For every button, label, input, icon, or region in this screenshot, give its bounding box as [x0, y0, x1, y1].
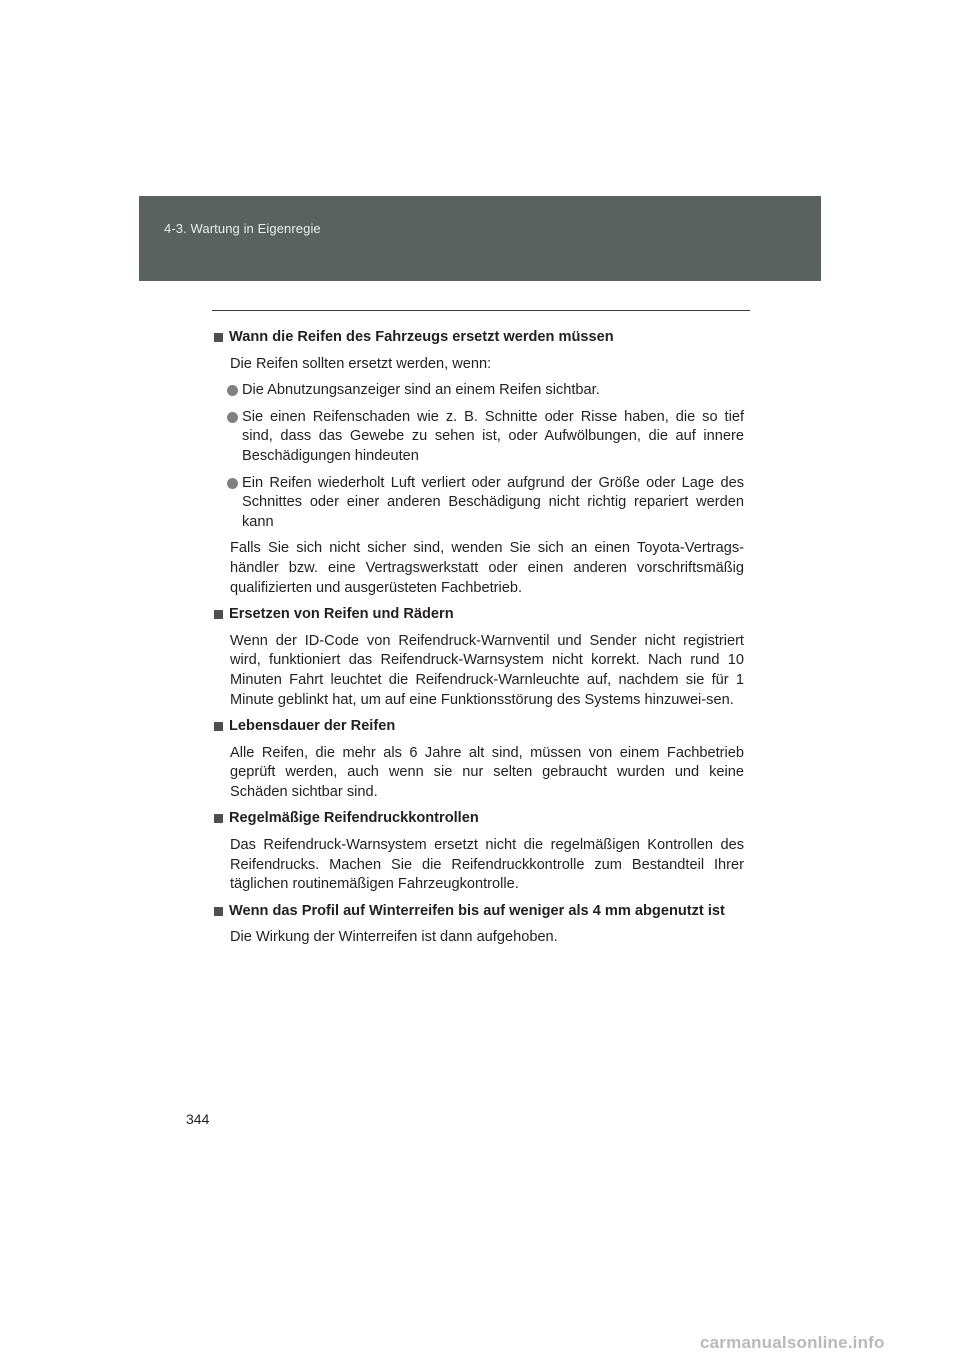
chapter-header-band [139, 196, 821, 281]
square-bullet-icon [214, 814, 223, 823]
section-heading-ersetzen-raeder [214, 605, 744, 625]
page-content [214, 328, 744, 955]
section-body: Die Wirkung der Winterreifen ist dann aufgehoben. [230, 929, 558, 946]
section-heading-winterreifen [214, 902, 744, 922]
square-bullet-icon [214, 722, 223, 731]
list-item [214, 381, 744, 401]
square-bullet-icon [214, 610, 223, 619]
list-item-text: Die Abnutzungsanzeiger sind an einem Reifen sichtbar. [242, 382, 600, 399]
circle-bullet-icon [227, 478, 238, 489]
section-body: Das Reifendruck-Warnsystem ersetzt nicht die regelmäßigen Kontrollen des Reifendrucks. Machen Sie die Reifendruckkontrolle zum Bestandteil Ihrer täglichen routinemäßigen Fahrzeugkontrolle. [230, 837, 744, 893]
watermark-logo: carmanualsonline.info [700, 1333, 885, 1352]
section-heading-text: Regelmäßige Reifendruckkontrollen [229, 810, 479, 827]
section-intro: Die Reifen sollten ersetzt werden, wenn: [230, 355, 492, 372]
top-divider [212, 310, 750, 311]
section-heading-text: Wenn das Profil auf Winterreifen bis auf weniger als 4 mm abgenutzt ist [229, 902, 725, 919]
page-number: 344 [186, 1111, 210, 1127]
section-outro: Falls Sie sich nicht sicher sind, wenden Sie sich an einen Toyota-Vertrags-händler bzw. eine Vertragswerkstatt oder einen anderen vorschriftsmäßig qualifizierten und ausgerüsteten Fachbetrieb. [230, 540, 744, 596]
chapter-section-title: 4-3. Wartung in Eigenregie [164, 221, 321, 236]
section-heading-text: Ersetzen von Reifen und Rädern [229, 606, 454, 623]
section-body: Wenn der ID-Code von Reifendruck-Warnventil und Sender nicht registriert wird, funktioniert das Reifendruck-Warnsystem nicht korrekt. Nach rund 10 Minuten Fahrt leuchtet die Reifendruck-Warnleuchte auf, nachdem sie für 1 Minute geblinkt hat, um auf eine Funktionsstörung des Systems hinzuwei-sen. [230, 632, 744, 708]
list-item-text: Ein Reifen wiederholt Luft verliert oder aufgrund der Größe oder Lage des Schnittes oder einer anderen Beschädigung nicht richtig repariert werden kann [242, 474, 744, 530]
section-heading-reifen-ersetzen [214, 328, 744, 348]
square-bullet-icon [214, 907, 223, 916]
section-heading-text: Wann die Reifen des Fahrzeugs ersetzt werden müssen [229, 329, 614, 345]
section-heading-reifendruckkontrollen [214, 809, 744, 829]
list-item [214, 408, 744, 467]
section-heading-text: Lebensdauer der Reifen [229, 718, 396, 735]
list-item [214, 474, 744, 533]
section-body: Alle Reifen, die mehr als 6 Jahre alt sind, müssen von einem Fachbetrieb geprüft werden, auch wenn sie nur selten gebraucht wurden und keine Schäden sichtbar sind. [230, 744, 744, 800]
circle-bullet-icon [227, 412, 238, 423]
list-item-text: Sie einen Reifenschaden wie z. B. Schnitte oder Risse haben, die so tief sind, dass das Gewebe zu sehen ist, oder Aufwölbungen, die auf innere Beschädigungen hindeuten [242, 408, 744, 464]
square-bullet-icon [214, 333, 223, 342]
circle-bullet-icon [227, 385, 238, 396]
section-heading-lebensdauer [214, 717, 744, 737]
